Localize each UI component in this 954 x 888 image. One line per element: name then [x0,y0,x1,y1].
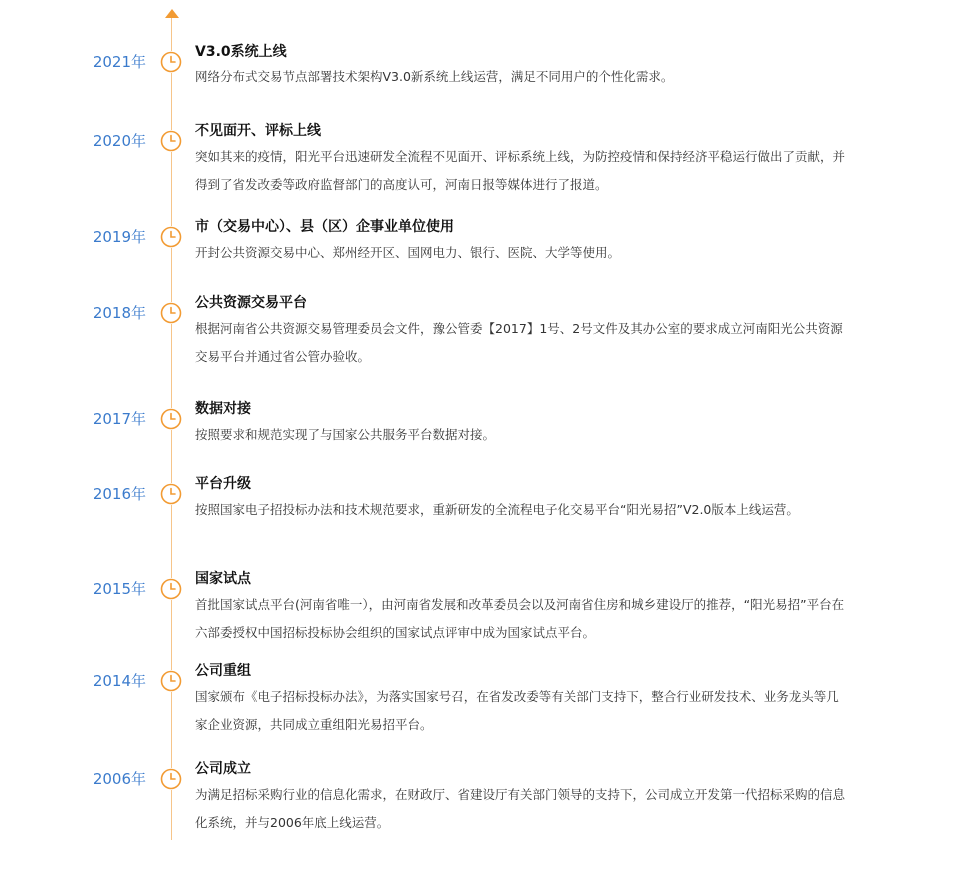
entry-description: 按照要求和规范实现了与国家公共服务平台数据对接。 [195,427,496,442]
entry-title: 国家试点 [195,571,251,587]
entry-description: 按照国家电子招投标办法和技术规范要求，重新研发的全流程电子化交易平台“阳光易招”V2.0版本上线运营。 [195,502,799,517]
entry-title: 市（交易中心）、县（区）企事业单位使用 [195,219,454,235]
entry-title: 公司重组 [195,663,251,679]
entry-year: 2015年 [92,580,146,598]
entry-title: V3.0系统上线 [195,44,287,60]
clock-icon [160,130,182,152]
entry-year: 2020年 [92,132,146,150]
clock-icon [160,51,182,73]
entry-title: 平台升级 [195,476,251,492]
entry-description: 首批国家试点平台(河南省唯一），由河南省发展和改革委员会以及河南省住房和城乡建设厅的推荐，“阳光易招”平台在六部委授权中国招标投标协会组织的国家试点评审中成为国家试点平台。 [195,597,845,640]
clock-icon [160,483,182,505]
clock-icon [160,578,182,600]
entry-year: 2016年 [92,485,146,503]
entry-year: 2017年 [92,410,146,428]
entry-year: 2019年 [92,228,146,246]
entry-year: 2014年 [92,672,146,690]
timeline-arrow-icon [165,9,179,18]
clock-icon [160,408,182,430]
clock-icon [160,226,182,248]
entry-year: 2018年 [92,304,146,322]
clock-icon [160,768,182,790]
entry-title: 不见面开、评标上线 [195,123,321,139]
entry-description: 突如其来的疫情，阳光平台迅速研发全流程不见面开、评标系统上线，为防控疫情和保持经济平稳运行做出了贡献，并得到了省发改委等政府监督部门的高度认可，河南日报等媒体进行了报道。 [195,149,846,192]
entry-description: 国家颁布《电子招标投标办法》，为落实国家号召，在省发改委等有关部门支持下，整合行业研发技术、业务龙头等几家企业资源，共同成立重组阳光易招平台。 [195,689,839,732]
entry-description: 根据河南省公共资源交易管理委员会文件，豫公管委【2017】1号、2号文件及其办公室的要求成立河南阳光公共资源交易平台并通过省公管办验收。 [195,321,843,364]
entry-title: 数据对接 [195,401,251,417]
entry-title: 公共资源交易平台 [195,295,307,311]
entry-title: 公司成立 [195,761,251,777]
entry-description: 网络分布式交易节点部署技术架构V3.0新系统上线运营，满足不同用户的个性化需求。 [195,69,674,84]
entry-description: 为满足招标采购行业的信息化需求，在财政厅、省建设厅有关部门领导的支持下，公司成立开发第一代招标采购的信息化系统，并与2006年底上线运营。 [195,787,846,830]
entry-year: 2021年 [92,53,146,71]
clock-icon [160,302,182,324]
entry-year: 2006年 [92,770,146,788]
clock-icon [160,670,182,692]
entry-description: 开封公共资源交易中心、郑州经开区、国网电力、银行、医院、大学等使用。 [195,245,621,260]
